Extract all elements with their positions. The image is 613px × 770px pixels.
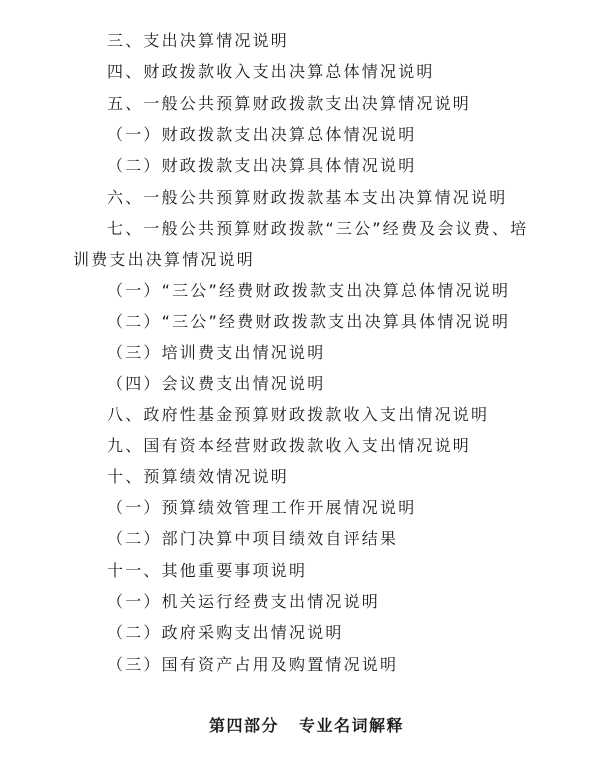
toc-item: （一）预算绩效管理工作开展情况说明 (107, 498, 417, 517)
toc-item: （二）政府采购支出情况说明 (107, 623, 344, 642)
toc-item: 十一、其他重要事项说明 (107, 561, 308, 580)
part-heading (0, 716, 613, 736)
part-title: 专业名词解释 (299, 716, 405, 735)
toc-item: 十、预算绩效情况说明 (107, 467, 290, 486)
part-number: 第四部分 (208, 716, 279, 735)
toc-item: 六、一般公共预算财政拨款基本支出决算情况说明 (107, 188, 508, 207)
toc-item: 四、财政拨款收入支出决算总体情况说明 (107, 62, 435, 81)
toc-item: （四）会议费支出情况说明 (107, 374, 326, 393)
toc-item: （二）财政拨款支出决算具体情况说明 (107, 156, 417, 175)
toc-item: （一）财政拨款支出决算总体情况说明 (107, 125, 417, 144)
toc-item: 七、一般公共预算财政拨款“三公”经费及会议费、培 (107, 219, 529, 238)
toc-item: （三）国有资产占用及购置情况说明 (107, 655, 399, 674)
toc-item: 三、支出决算情况说明 (107, 31, 290, 50)
toc-item: （一）“三公”经费财政拨款支出决算总体情况说明 (107, 281, 511, 300)
toc-item: 九、国有资本经营财政拨款收入支出情况说明 (107, 436, 472, 455)
toc-item: （一）机关运行经费支出情况说明 (107, 592, 381, 611)
toc-item: （三）培训费支出情况说明 (107, 343, 326, 362)
toc-item: （二）部门决算中项目绩效自评结果 (107, 529, 399, 548)
toc-item: 八、政府性基金预算财政拨款收入支出情况说明 (107, 405, 490, 424)
toc-item: （二）“三公”经费财政拨款支出决算具体情况说明 (107, 312, 511, 331)
toc-item: 五、一般公共预算财政拨款支出决算情况说明 (107, 94, 472, 113)
toc-item-continuation: 训费支出决算情况说明 (73, 250, 256, 269)
